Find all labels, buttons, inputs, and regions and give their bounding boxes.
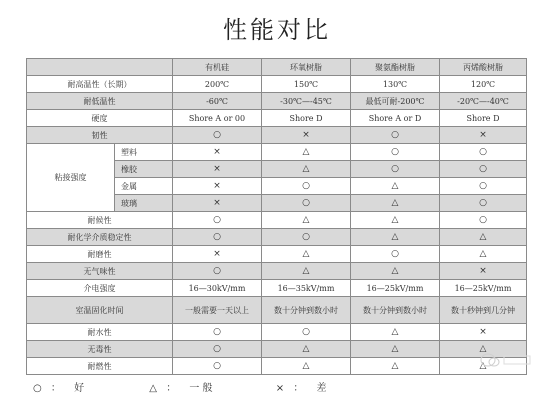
legend-good-symbol: ○ [33,383,42,394]
rating-cell: × [173,161,262,178]
table-row [27,229,527,246]
table-row [27,93,527,110]
rating-cell: ○ [173,212,262,229]
rating-cell: ○ [173,127,262,144]
legend-poor-label: 差 [316,383,327,394]
row-label: 耐水性 [27,324,173,341]
rating-cell: ○ [262,229,351,246]
rating-cell: ○ [173,229,262,246]
table-row [27,212,527,229]
rating-cell: △ [440,358,527,375]
table-row [27,246,527,263]
rating-cell: ○ [440,178,527,195]
rating-cell: × [173,195,262,212]
column-header: 丙烯酸树脂 [440,59,527,76]
rating-cell: ○ [173,263,262,280]
row-label: 耐磨性 [27,246,173,263]
table-cell: 200℃ [173,76,262,93]
row-sublabel: 玻璃 [115,195,173,212]
rating-cell: △ [262,263,351,280]
rating-cell: ○ [262,178,351,195]
legend-poor-symbol: × [275,383,285,394]
legend-fair-symbol: △ [149,383,157,394]
row-label: 耐高温性（长期） [27,76,173,93]
table-row [27,263,527,280]
row-sublabel: 橡胶 [115,161,173,178]
table-cell: 130℃ [351,76,440,93]
table-cell: 120℃ [440,76,527,93]
row-label: 无毒性 [27,341,173,358]
table-row [27,297,527,324]
table-row [27,127,527,144]
rating-cell: △ [351,341,440,358]
table-cell: Shore A or D [351,110,440,127]
rating-cell: △ [262,341,351,358]
table-row [27,144,527,161]
table-row [27,76,527,93]
row-label: 无气味性 [27,263,173,280]
table-row [27,280,527,297]
table-cell: 一般需要一天以上 [173,297,262,324]
rating-cell: △ [351,195,440,212]
row-sublabel: 塑料 [115,144,173,161]
table-header-row [27,59,527,76]
table-cell: 16—30kV/mm [173,280,262,297]
table-cell: 最低可耐-200℃ [351,93,440,110]
row-label: 硬度 [27,110,173,127]
wechat-watermark-icon [480,352,534,368]
rating-cell: △ [262,161,351,178]
rating-cell: ○ [173,324,262,341]
table-cell: 数十分钟到数小时 [351,297,440,324]
rating-cell: × [173,178,262,195]
table-row [27,110,527,127]
table-cell: 数十分钟到数小时 [262,297,351,324]
rating-cell: △ [440,246,527,263]
row-sublabel: 金属 [115,178,173,195]
page-title: 性能对比 [223,16,331,44]
rating-cell: ○ [440,161,527,178]
rating-cell: ○ [440,212,527,229]
rating-cell: △ [351,178,440,195]
rating-cell: △ [262,144,351,161]
rating-cell: ○ [173,341,262,358]
row-label: 室温固化时间 [27,297,173,324]
row-group-label: 粘接强度 [27,144,115,212]
table-cell: -20℃—-40℃ [440,93,527,110]
rating-cell: ○ [351,161,440,178]
rating-cell: × [440,324,527,341]
rating-cell: ○ [440,195,527,212]
rating-cell: ○ [351,246,440,263]
comparison-table [26,58,527,375]
rating-cell: ○ [351,144,440,161]
row-label: 介电强度 [27,280,173,297]
rating-cell: ○ [351,127,440,144]
table-cell: -30℃—-45℃ [262,93,351,110]
rating-cell: △ [262,246,351,263]
rating-cell: △ [351,229,440,246]
row-label: 耐燃性 [27,358,173,375]
rating-cell: × [262,127,351,144]
row-label: 耐低温性 [27,93,173,110]
rating-cell: × [440,127,527,144]
table-cell: -60℃ [173,93,262,110]
column-header: 环氧树脂 [262,59,351,76]
table-cell: 16—25kV/mm [440,280,527,297]
rating-cell: ○ [440,144,527,161]
rating-cell: △ [351,358,440,375]
legend-good-label: 好 [74,383,85,394]
table-row [27,358,527,375]
table-cell: Shore D [440,110,527,127]
table-cell: 数十秒钟到几分钟 [440,297,527,324]
rating-cell: △ [440,229,527,246]
table-cell: Shore D [262,110,351,127]
table-row [27,324,527,341]
rating-cell: × [440,263,527,280]
table-row [27,341,527,358]
legend: ○ ： 好 △ ： 一 般 × ： 差 [33,379,327,394]
column-header: 有机硅 [173,59,262,76]
rating-cell: △ [440,341,527,358]
table-cell: 16—35kV/mm [262,280,351,297]
rating-cell: △ [351,263,440,280]
row-label: 耐化学介质稳定性 [27,229,173,246]
rating-cell: ○ [262,324,351,341]
table-cell: 16—25kV/mm [351,280,440,297]
rating-cell: ○ [262,195,351,212]
header-corner-cell [27,59,173,76]
table-cell: 150℃ [262,76,351,93]
rating-cell: × [173,246,262,263]
rating-cell: △ [262,358,351,375]
rating-cell: △ [262,212,351,229]
column-header: 聚氨酯树脂 [351,59,440,76]
table-cell: Shore A or 00 [173,110,262,127]
rating-cell: △ [351,324,440,341]
legend-fair-label: 一 般 [189,383,213,394]
rating-cell: ○ [173,358,262,375]
row-label: 韧性 [27,127,173,144]
rating-cell: △ [351,212,440,229]
rating-cell: × [173,144,262,161]
row-label: 耐候性 [27,212,173,229]
